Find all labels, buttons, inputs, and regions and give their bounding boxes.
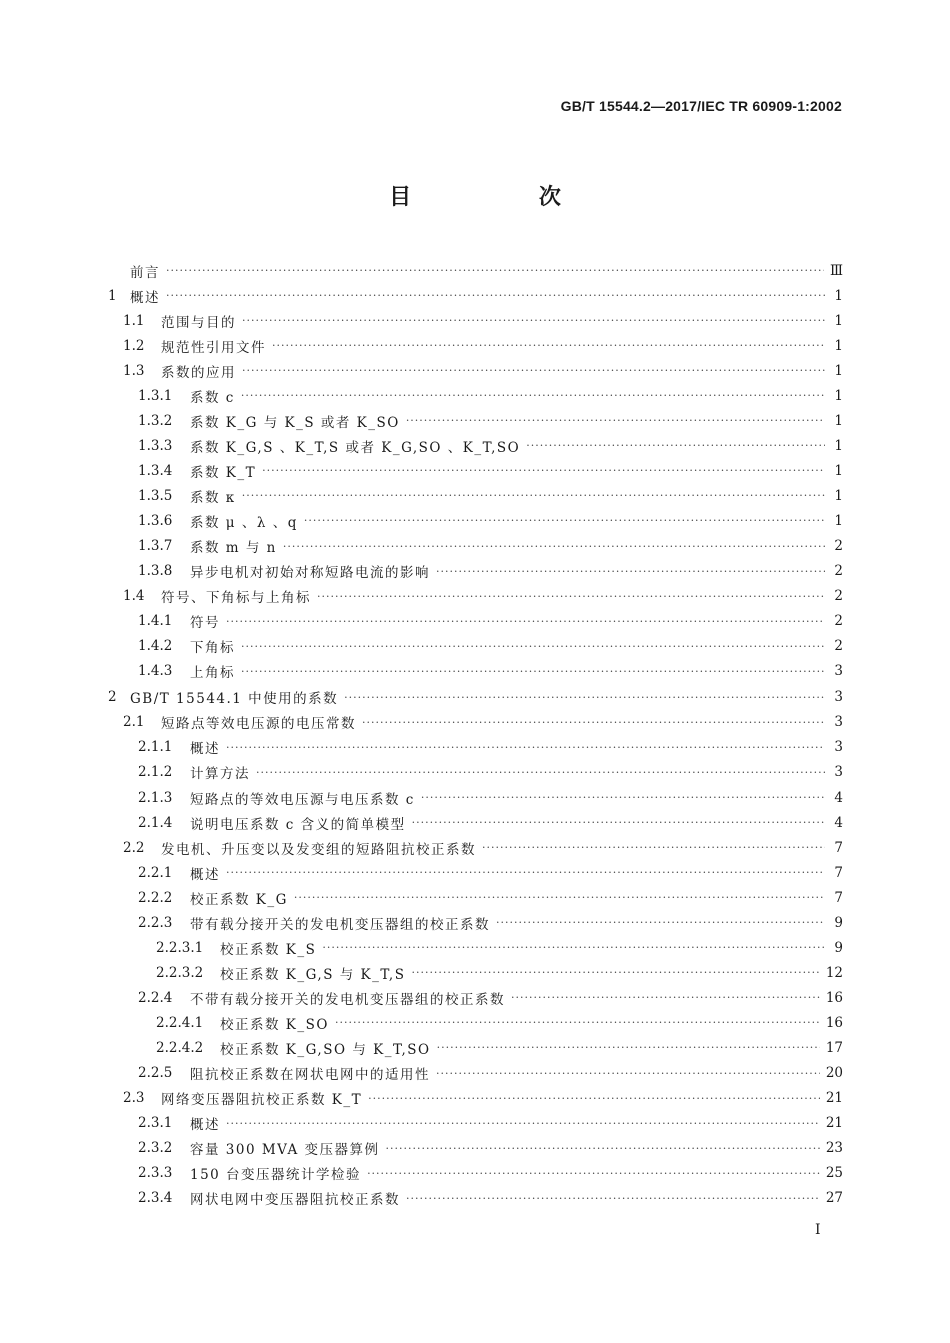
toc-entry-page: 1 xyxy=(834,387,843,404)
toc-entry[interactable] xyxy=(108,659,843,684)
toc-entry-page: 1 xyxy=(834,362,843,379)
toc-entry-title: 概述 xyxy=(130,289,160,306)
toc-entry[interactable] xyxy=(108,308,843,333)
page-number: I xyxy=(815,1222,821,1238)
toc-entry-page: 27 xyxy=(825,1190,843,1207)
dot-leader xyxy=(496,916,825,929)
dot-leader xyxy=(421,791,825,804)
table-of-contents xyxy=(108,258,843,1211)
toc-entry-number: 2.2 xyxy=(123,839,145,856)
toc-entry-page: 1 xyxy=(834,512,843,529)
toc-entry[interactable] xyxy=(108,1061,843,1086)
toc-entry-number: 2.2.1 xyxy=(138,864,173,881)
toc-entry[interactable] xyxy=(108,1136,843,1161)
toc-entry[interactable] xyxy=(108,634,843,659)
toc-entry-number: 2.3.1 xyxy=(138,1115,173,1132)
toc-entry[interactable] xyxy=(108,258,843,283)
toc-entry-title: 概述 xyxy=(190,1117,220,1134)
toc-entry-title: 概述 xyxy=(190,866,220,883)
dot-leader xyxy=(242,489,825,502)
toc-entry-number: 1.4.1 xyxy=(138,613,173,630)
toc-entry-page: 2 xyxy=(834,538,843,555)
toc-entry-title: 不带有载分接开关的发电机变压器组的校正系数 xyxy=(190,991,505,1008)
toc-entry-title: 说明电压系数 c 含义的简单模型 xyxy=(190,816,406,833)
toc-entry-page: 3 xyxy=(834,663,843,680)
toc-entry-number: 2.1.4 xyxy=(138,814,173,831)
dot-leader xyxy=(367,1167,820,1180)
toc-entry-title: 下角标 xyxy=(190,640,235,657)
dot-leader xyxy=(335,1016,820,1029)
toc-entry[interactable] xyxy=(108,1161,843,1186)
toc-entry-page: 12 xyxy=(825,964,843,981)
toc-entry-title: GB/T 15544.1 中使用的系数 xyxy=(130,691,339,708)
dot-leader xyxy=(362,716,825,729)
toc-entry[interactable] xyxy=(108,985,843,1010)
toc-entry-number: 2.1.1 xyxy=(138,739,173,756)
toc-entry-page: 23 xyxy=(825,1140,843,1157)
dot-leader xyxy=(386,1142,820,1155)
toc-entry-number: 2.1.2 xyxy=(138,764,173,781)
dot-leader xyxy=(256,766,825,779)
page-title: 目 次 xyxy=(389,184,621,210)
toc-entry[interactable] xyxy=(108,885,843,910)
toc-entry-page: 17 xyxy=(825,1039,843,1056)
toc-entry-title: 系数 μ 、λ 、q xyxy=(190,514,298,531)
toc-entry-number: 2.2.2 xyxy=(138,889,173,906)
toc-entry[interactable] xyxy=(108,710,843,735)
toc-entry-number: 2.2.3 xyxy=(138,914,173,931)
toc-entry-page: 3 xyxy=(834,714,843,731)
toc-entry-page: 21 xyxy=(825,1115,843,1132)
dot-leader xyxy=(283,540,825,553)
toc-entry-page: 16 xyxy=(825,989,843,1006)
dot-leader xyxy=(241,640,825,653)
toc-entry-page: 1 xyxy=(834,412,843,429)
toc-entry-title: 网络变压器阻抗校正系数 K_T xyxy=(161,1092,363,1109)
toc-entry-title: 异步电机对初始对称短路电流的影响 xyxy=(190,565,430,582)
dot-leader xyxy=(406,1192,820,1205)
toc-entry-number: 2.2.3.1 xyxy=(156,939,204,956)
dot-leader xyxy=(242,364,825,377)
dot-leader xyxy=(317,590,825,603)
toc-entry-title: 校正系数 K_SO xyxy=(220,1016,329,1033)
dot-leader xyxy=(166,289,825,302)
toc-entry-number: 1.1 xyxy=(123,312,145,329)
toc-entry[interactable] xyxy=(108,760,843,785)
dot-leader xyxy=(482,841,825,854)
toc-entry-title: 校正系数 K_G,S 与 K_T,S xyxy=(220,966,406,983)
toc-entry-number: 2.3.2 xyxy=(138,1140,173,1157)
toc-entry-page: 4 xyxy=(834,814,843,831)
toc-entry[interactable] xyxy=(108,584,843,609)
toc-entry-title: 发电机、升压变以及发变组的短路阻抗校正系数 xyxy=(161,841,476,858)
toc-entry[interactable] xyxy=(108,685,843,710)
toc-entry-page: 7 xyxy=(834,864,843,881)
toc-entry-page: 1 xyxy=(834,312,843,329)
dot-leader xyxy=(226,866,825,879)
toc-entry-number: 1 xyxy=(108,287,117,304)
toc-entry[interactable] xyxy=(108,835,843,860)
dot-leader xyxy=(272,339,825,352)
toc-entry-title: 网状电网中变压器阻抗校正系数 xyxy=(190,1192,400,1209)
toc-entry-number: 2.2.4 xyxy=(138,989,173,1006)
toc-entry[interactable] xyxy=(108,483,843,508)
toc-entry[interactable] xyxy=(108,810,843,835)
dot-leader xyxy=(322,941,825,954)
toc-entry[interactable] xyxy=(108,1111,843,1136)
toc-entry-title: 带有载分接开关的发电机变压器组的校正系数 xyxy=(190,916,490,933)
toc-entry[interactable] xyxy=(108,935,843,960)
toc-entry[interactable] xyxy=(108,458,843,483)
toc-entry-number: 2.3 xyxy=(123,1090,145,1107)
toc-entry-number: 2.2.3.2 xyxy=(156,964,204,981)
dot-leader xyxy=(511,991,820,1004)
toc-entry-number: 2.2.4.2 xyxy=(156,1039,204,1056)
toc-entry[interactable] xyxy=(108,1086,843,1111)
toc-entry[interactable] xyxy=(108,960,843,985)
toc-entry-number: 1.4 xyxy=(123,588,145,605)
toc-entry-number: 1.3.3 xyxy=(138,437,173,454)
toc-entry[interactable] xyxy=(108,508,843,533)
toc-entry[interactable] xyxy=(108,1186,843,1211)
toc-entry-page: 25 xyxy=(825,1165,843,1182)
toc-entry-page: 1 xyxy=(834,462,843,479)
toc-entry-number: 1.3.5 xyxy=(138,487,173,504)
toc-entry[interactable] xyxy=(108,785,843,810)
toc-entry-page: 3 xyxy=(834,764,843,781)
toc-entry[interactable] xyxy=(108,534,843,559)
toc-entry-title: 系数 κ xyxy=(190,489,236,506)
toc-entry[interactable] xyxy=(108,735,843,760)
toc-entry-page: Ⅲ xyxy=(829,262,843,279)
toc-entry-number: 1.4.2 xyxy=(138,638,173,655)
dot-leader xyxy=(241,665,825,678)
toc-entry-title: 系数 K_G,S 、K_T,S 或者 K_G,SO 、K_T,SO xyxy=(190,439,521,456)
toc-entry-number: 1.3.4 xyxy=(138,462,173,479)
toc-entry-number: 1.4.3 xyxy=(138,663,173,680)
toc-entry-title: 系数 K_G 与 K_S 或者 K_SO xyxy=(190,414,400,431)
dot-leader xyxy=(294,891,825,904)
dot-leader xyxy=(226,741,825,754)
toc-entry[interactable] xyxy=(108,408,843,433)
dot-leader xyxy=(436,1067,820,1080)
toc-entry-title: 短路点等效电压源的电压常数 xyxy=(161,716,356,733)
toc-entry-number: 1.3.1 xyxy=(138,387,173,404)
toc-entry-number: 2.1.3 xyxy=(138,789,173,806)
toc-entry-page: 7 xyxy=(834,839,843,856)
dot-leader xyxy=(436,565,825,578)
dot-leader xyxy=(262,464,825,477)
toc-entry-number: 1.3.6 xyxy=(138,512,173,529)
toc-entry-title: 短路点的等效电压源与电压系数 c xyxy=(190,791,415,808)
toc-entry-title: 前言 xyxy=(130,264,160,281)
toc-entry[interactable] xyxy=(108,358,843,383)
toc-entry-number: 2.2.4.1 xyxy=(156,1014,204,1031)
document-code: GB/T 15544.2—2017/IEC TR 60909-1:2002 xyxy=(560,98,842,114)
toc-entry[interactable] xyxy=(108,559,843,584)
toc-entry-title: 概述 xyxy=(190,741,220,758)
toc-entry-page: 2 xyxy=(834,588,843,605)
toc-entry[interactable] xyxy=(108,609,843,634)
toc-entry-page: 1 xyxy=(834,287,843,304)
dot-leader xyxy=(226,1117,820,1130)
toc-entry-title: 符号、下角标与上角标 xyxy=(161,590,311,607)
toc-entry-page: 3 xyxy=(834,689,843,706)
toc-entry-number: 1.3 xyxy=(123,362,145,379)
toc-entry-title: 150 台变压器统计学检验 xyxy=(190,1167,362,1184)
toc-entry-title: 阻抗校正系数在网状电网中的适用性 xyxy=(190,1067,430,1084)
toc-entry-number: 2.2.5 xyxy=(138,1065,173,1082)
dot-leader xyxy=(411,966,819,979)
toc-entry[interactable] xyxy=(108,283,843,308)
toc-entry-number: 1.3.8 xyxy=(138,563,173,580)
toc-entry-title: 上角标 xyxy=(190,665,235,682)
toc-entry-title: 容量 300 MVA 变压器算例 xyxy=(190,1142,380,1159)
dot-leader xyxy=(526,439,825,452)
toc-entry-page: 2 xyxy=(834,563,843,580)
dot-leader xyxy=(166,264,824,277)
toc-entry-page: 1 xyxy=(834,337,843,354)
toc-entry-page: 1 xyxy=(834,437,843,454)
toc-entry-page: 16 xyxy=(825,1014,843,1031)
toc-entry-title: 系数的应用 xyxy=(161,364,236,381)
toc-entry-title: 规范性引用文件 xyxy=(161,339,266,356)
toc-entry[interactable] xyxy=(108,333,843,358)
toc-entry[interactable] xyxy=(108,910,843,935)
toc-entry-title: 系数 c xyxy=(190,389,235,406)
toc-entry-title: 计算方法 xyxy=(190,766,250,783)
toc-entry-page: 7 xyxy=(834,889,843,906)
toc-entry-number: 1.3.2 xyxy=(138,412,173,429)
toc-entry-title: 范围与目的 xyxy=(161,314,236,331)
dot-leader xyxy=(344,691,825,704)
dot-leader xyxy=(226,615,825,628)
toc-entry-page: 9 xyxy=(834,939,843,956)
toc-entry[interactable] xyxy=(108,1035,843,1060)
dot-leader xyxy=(437,1041,820,1054)
toc-entry-title: 系数 m 与 n xyxy=(190,540,277,557)
toc-entry-title: 系数 K_T xyxy=(190,464,257,481)
toc-entry[interactable] xyxy=(108,1010,843,1035)
toc-entry-page: 9 xyxy=(834,914,843,931)
toc-entry-number: 2.1 xyxy=(123,714,145,731)
dot-leader xyxy=(241,389,825,402)
toc-entry-number: 2 xyxy=(108,689,117,706)
toc-entry-number: 1.3.7 xyxy=(138,538,173,555)
toc-entry-page: 1 xyxy=(834,487,843,504)
dot-leader xyxy=(304,514,825,527)
toc-entry-number: 2.3.4 xyxy=(138,1190,173,1207)
toc-entry[interactable] xyxy=(108,383,843,408)
toc-entry-title: 校正系数 K_G xyxy=(190,891,288,908)
toc-entry-number: 2.3.3 xyxy=(138,1165,173,1182)
dot-leader xyxy=(412,816,825,829)
dot-leader xyxy=(368,1092,820,1105)
toc-entry[interactable] xyxy=(108,860,843,885)
toc-entry-page: 20 xyxy=(825,1065,843,1082)
dot-leader xyxy=(406,414,825,427)
toc-entry-page: 2 xyxy=(834,613,843,630)
toc-entry[interactable] xyxy=(108,433,843,458)
dot-leader xyxy=(242,314,825,327)
toc-entry-page: 4 xyxy=(834,789,843,806)
toc-entry-page: 21 xyxy=(825,1090,843,1107)
toc-entry-number: 1.2 xyxy=(123,337,145,354)
toc-entry-title: 校正系数 K_G,SO 与 K_T,SO xyxy=(220,1041,431,1058)
toc-entry-title: 校正系数 K_S xyxy=(220,941,317,958)
toc-entry-title: 符号 xyxy=(190,615,220,632)
toc-entry-page: 2 xyxy=(834,638,843,655)
toc-entry-page: 3 xyxy=(834,739,843,756)
